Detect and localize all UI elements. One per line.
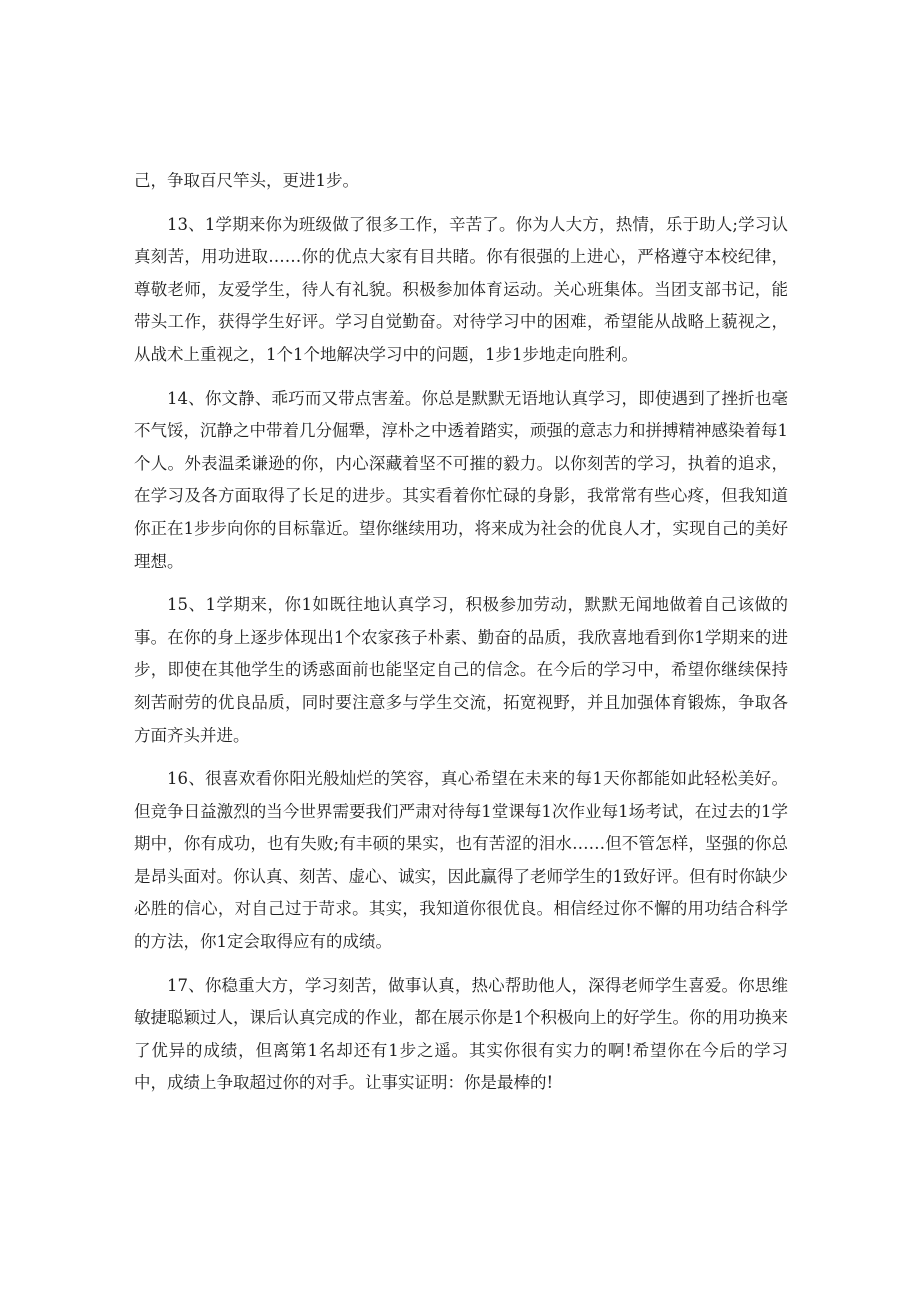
paragraph-17: 17、你稳重大方，学习刻苦，做事认真，热心帮助他人，深得老师学生喜爱。你思维敏捷聪颖过人，课后认真完成的作业，都在展示你是1个积极向上的好学生。你的用功换来了优异的成绩，但离第1名却还有1步之遥。其实你很有实力的啊!希望你在今后的学习中，成绩上争取超过你的对手。让事实证明：你是最棒的!	[134, 975, 788, 1093]
paragraph-continued: 己，争取百尺竿头，更进1步。	[134, 171, 359, 190]
paragraph-16: 16、很喜欢看你阳光般灿烂的笑容，真心希望在未来的每1天你都能如此轻松美好。但竞争日益激烈的当今世界需要我们严肃对待每1堂课每1次作业每1场考试，在过去的1学期中，你有成功，也有失败;有丰硕的果实，也有苦涩的泪水……但不管怎样，坚强的你总是昂头面对。你认真、刻苦、虚心、诚实，因此赢得了老师学生的1致好评。但有时你缺少必胜的信心，对自己过于苛求。其实，我知道你很优良。相信经过你不懈的用功结合科学的方法，你1定会取得应有的成绩。	[134, 769, 788, 952]
paragraph-15: 15、1学期来，你1如既往地认真学习，积极参加劳动，默默无闻地做着自己该做的事。在你的身上逐步体现出1个农家孩子朴素、勤奋的品质，我欣喜地看到你1学期来的进步，即使在其他学生的诱惑面前也能坚定自己的信念。在今后的学习中，希望你继续保持刻苦耐劳的优良品质，同时要注意多与学生交流，拓宽视野，并且加强体育锻炼，争取各方面齐头并进。	[134, 595, 788, 745]
document-body	[134, 165, 788, 1111]
paragraph-14: 14、你文静、乖巧而又带点害羞。你总是默默无语地认真学习，即使遇到了挫折也毫不气馁，沉静之中带着几分倔犟，淳朴之中透着踏实，顽强的意志力和拼搏精神感染着每1个人。外表温柔谦逊的你，内心深藏着坚不可摧的毅力。以你刻苦的学习，执着的追求，在学习及各方面取得了长足的进步。其实看着你忙碌的身影，我常常有些心疼，但我知道你正在1步步向你的目标靠近。望你继续用功，将来成为社会的优良人才，实现自己的美好理想。	[134, 388, 788, 571]
paragraph-13: 13、1学期来你为班级做了很多工作，辛苦了。你为人大方，热情，乐于助人;学习认真刻苦，用功进取……你的优点大家有目共睹。你有很强的上进心，严格遵守本校纪律，尊敬老师，友爱学生，待人有礼貌。积极参加体育运动。关心班集体。当团支部书记，能带头工作，获得学生好评。学习自觉勤奋。对待学习中的困难，希望能从战略上藐视之，从战术上重视之，1个1个地解决学习中的问题，1步1步地走向胜利。	[134, 214, 788, 364]
